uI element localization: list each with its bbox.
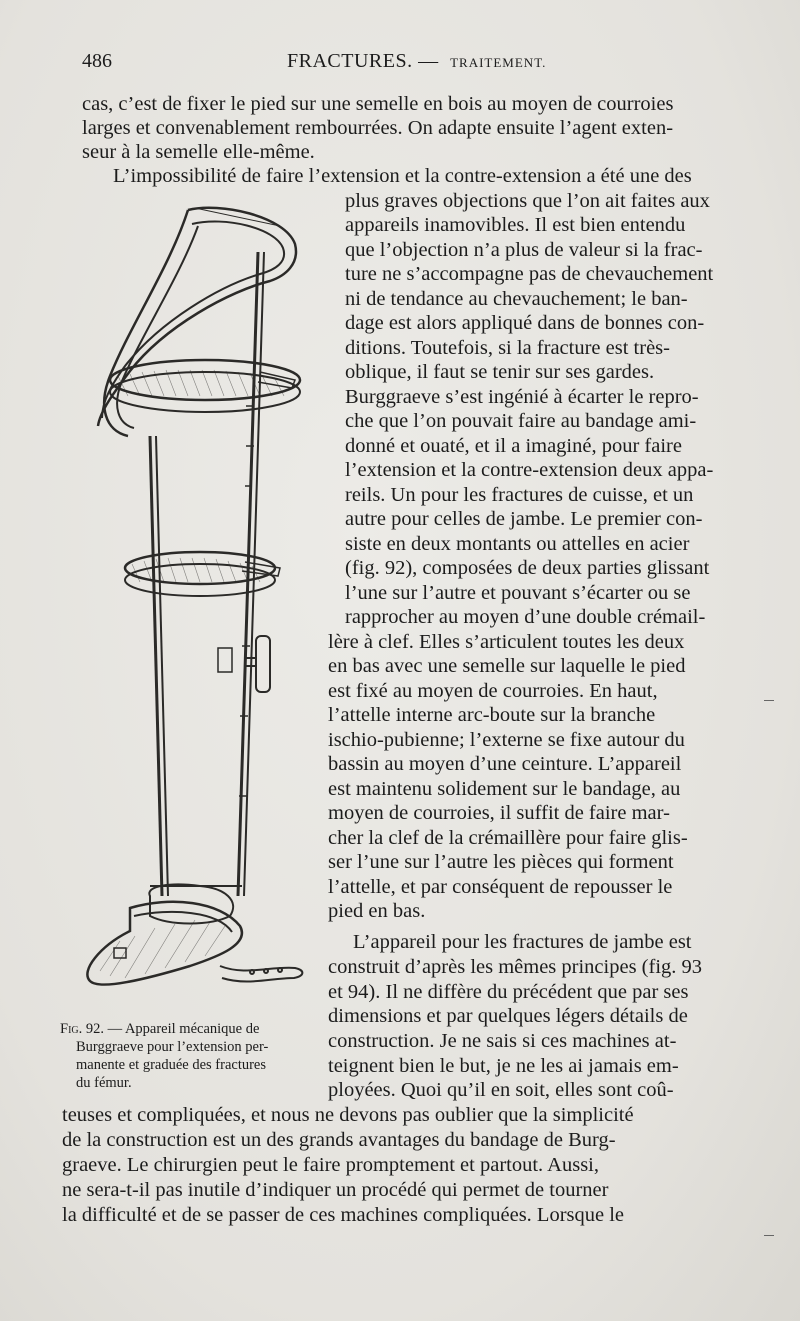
text-line: construction. Je ne sais si ces machines at- — [328, 1030, 677, 1052]
left-rod — [150, 436, 162, 896]
text-line: seur à la semelle elle-même. — [82, 141, 315, 163]
text-line: ditions. Toutefois, si la fracture est très- — [345, 337, 670, 359]
top-strap — [98, 208, 296, 426]
text-line: ne sera-t-il pas inutile d’indiquer un procédé qui permet de tourner — [62, 1179, 609, 1201]
text-line: est maintenu solidement sur le bandage, au — [328, 778, 681, 800]
text-line: cas, c’est de fixer le pied sur une semelle en bois au moyen de courroies — [82, 93, 674, 115]
text-line: (fig. 92), composées de deux parties glissant — [345, 557, 710, 579]
text-line: moyen de courroies, il suffit de faire mar- — [328, 802, 670, 824]
running-title-sub: TRAITEMENT. — [450, 55, 547, 70]
text-line: ser l’une sur l’autre les pièces qui forment — [328, 851, 674, 873]
caption-line — [60, 1020, 324, 1038]
text-line: plus graves objections que l’on ait faites aux — [345, 190, 710, 212]
text-line: et 94). Il ne diffère du précédent que par ses — [328, 981, 689, 1003]
page-number: 486 — [82, 50, 112, 72]
foot-strap — [220, 966, 302, 982]
text-line: donné et ouaté, et il a imaginé, pour faire — [345, 435, 682, 457]
foot-plate — [87, 902, 242, 985]
text-line: l’attelle interne arc-boute sur la branche — [328, 704, 656, 726]
caption-text: — Appareil mécanique de — [104, 1021, 260, 1037]
text-line: construit d’après les mêmes principes (fig. 93 — [328, 956, 703, 978]
caption-line: Burggraeve pour l’extension per- — [76, 1039, 269, 1055]
text-line: reils. Un pour les fractures de cuisse, et un — [345, 484, 694, 506]
text-line: siste en deux montants ou attelles en acier — [345, 533, 690, 555]
text-line: ischio-pubienne; l’externe se fixe autour du — [328, 729, 685, 751]
figure-92 — [70, 196, 332, 1026]
paragraph-first-line: L’impossibilité de faire l’extension et la contre-extension a été une des — [113, 165, 692, 187]
text-line: graeve. Le chirurgien peut le faire promptement et partout. Aussi, — [62, 1154, 599, 1176]
margin-mark — [764, 1235, 774, 1236]
figure-label: Fig. 92. — [60, 1021, 104, 1037]
text-line: dage est alors appliqué dans de bonnes con- — [345, 312, 705, 334]
text-line: che que l’on pouvait faire au bandage ami- — [345, 410, 697, 432]
text-line: teignent bien le but, je ne les ai jamais em- — [328, 1055, 679, 1077]
text-line: lère à clef. Elles s’articulent toutes les deux — [328, 631, 685, 653]
text-line: dimensions et par quelques légers détails de — [328, 1005, 688, 1027]
text-line: bassin au moyen d’une ceinture. L’appareil — [328, 753, 682, 775]
text-line: teuses et compliquées, et nous ne devons pas oublier que la simplicité — [62, 1104, 634, 1126]
text-line: pied en bas. — [328, 900, 426, 922]
text-line: l’attelle, et par conséquent de repousser le — [328, 876, 673, 898]
paragraph-first-line: L’appareil pour les fractures de jambe est — [353, 931, 692, 953]
text-line: ni de tendance au chevauchement; le ban- — [345, 288, 688, 310]
text-line: ture ne s’accompagne pas de chevauchement — [345, 263, 714, 285]
running-title-main: FRACTURES. — — [287, 50, 439, 72]
text-line: larges et convenablement rembourrées. On adapte ensuite l’agent exten- — [82, 117, 674, 139]
text-line: rapprocher au moyen d’une double crémail- — [345, 606, 706, 628]
text-line: en bas avec une semelle sur laquelle le pied — [328, 655, 686, 677]
text-line: l’extension et la contre-extension deux appa- — [345, 459, 714, 481]
text-line: que l’objection n’a plus de valeur si la frac- — [345, 239, 703, 261]
pelvic-band — [110, 360, 300, 400]
text-line: appareils inamovibles. Il est bien entendu — [345, 214, 686, 236]
text-line: autre pour celles de jambe. Le premier con- — [345, 508, 703, 530]
margin-mark — [764, 700, 774, 701]
text-line: Burggraeve s’est ingénié à écarter le repro- — [345, 386, 699, 408]
text-line: ployées. Quoi qu’il en soit, elles sont coû- — [328, 1079, 674, 1101]
ratchet-key — [256, 636, 270, 692]
figure-caption — [60, 1020, 324, 1092]
caption-line: du fémur. — [76, 1075, 132, 1091]
text-line: l’une sur l’autre et pouvant s’écarter ou se — [345, 582, 691, 604]
running-title — [287, 50, 546, 73]
caption-line: manente et graduée des fractures — [76, 1057, 267, 1073]
text-line: est fixé au moyen de courroies. En haut, — [328, 680, 658, 702]
text-line: cher la clef de la crémaillère pour faire glis- — [328, 827, 688, 849]
running-header — [82, 50, 732, 80]
text-line: la difficulté et de se passer de ces machines compliquées. Lorsque le — [62, 1204, 625, 1226]
text-line: oblique, il faut se tenir sur ses gardes. — [345, 361, 655, 383]
text-line: de la construction est un des grands avantages du bandage de Burg- — [62, 1129, 616, 1151]
apparatus-illustration — [70, 196, 332, 1026]
